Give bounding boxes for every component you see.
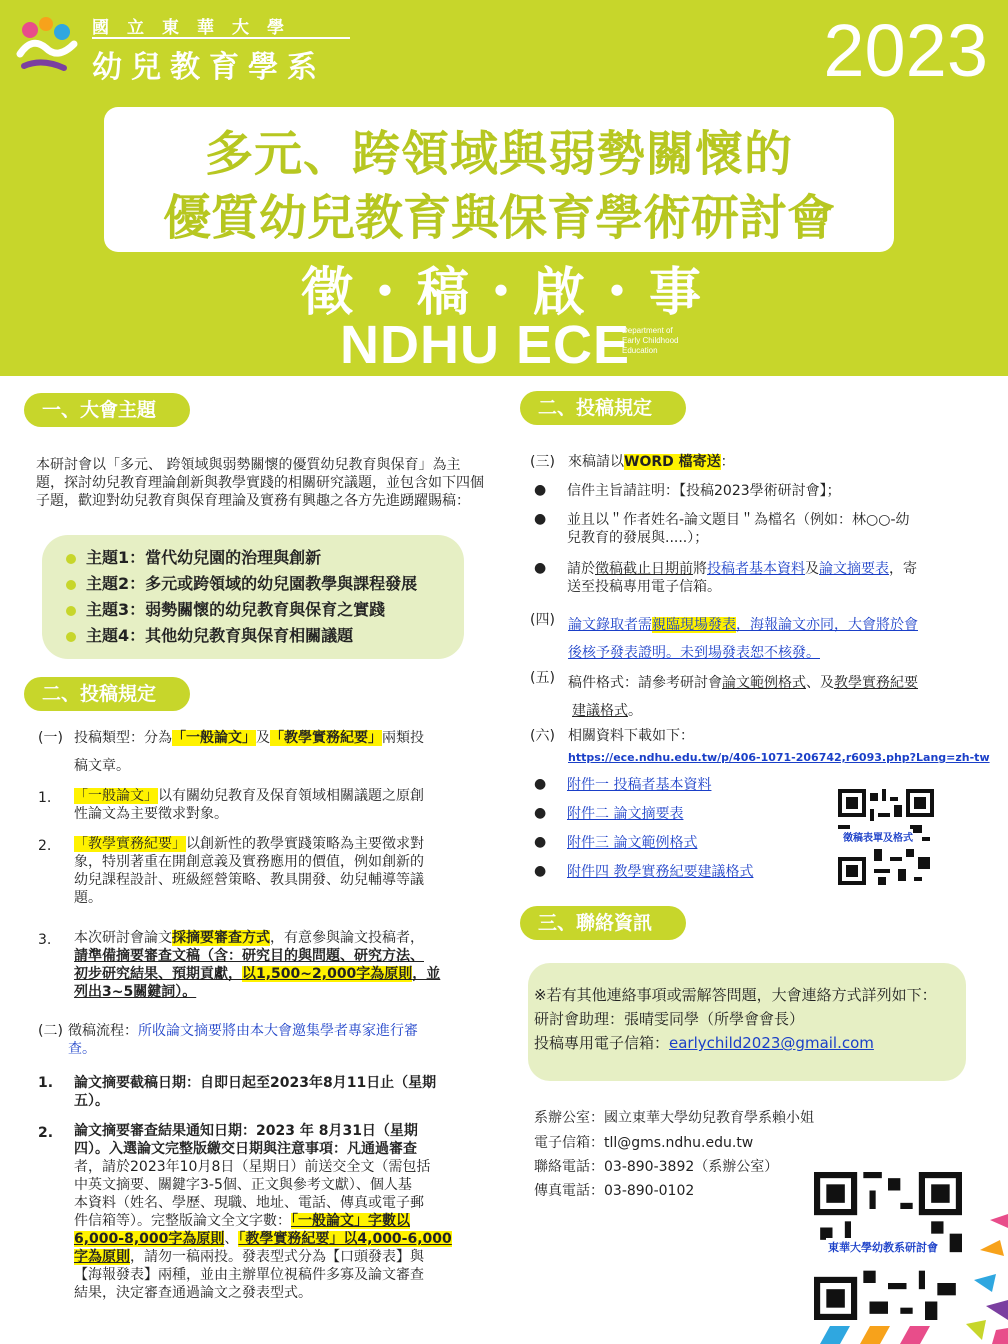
submission-type-line-end: 稿文章。 (74, 758, 130, 774)
contact-assistant: 研討會助理：張晴雯同學（所學會會長） (534, 1010, 805, 1028)
bullet-icon: ● (534, 776, 547, 792)
theme-item: 主題1：當代幼兒園的治理與創新 (66, 545, 321, 568)
bullet-icon: ● (534, 511, 547, 527)
onsite-presentation-note: 論文錄取者需親臨現場發表，海報論文亦同，大會將於會 後核予發表證明。未到場發表恕不核發。 (568, 617, 918, 661)
list-number: 3. (38, 932, 52, 948)
attachment-link-2[interactable]: 附件二 論文摘要表 (567, 806, 684, 822)
office-email: 電子信箱：tll@gms.ndhu.edu.tw (534, 1135, 754, 1151)
list-number: 1. (38, 1075, 54, 1091)
title-line-2: 優質幼兒教育與保育學術研討會 (162, 190, 835, 246)
applicant-info-link[interactable]: 投稿者基本資料 (707, 561, 805, 577)
themes-box (42, 535, 464, 659)
event-year: 2023 (823, 9, 988, 92)
decorative-stripe-icon (820, 1326, 930, 1344)
subject-instruction: 信件主旨請註明：【投稿2023學術研討會】； (567, 483, 841, 499)
section-contact-heading: 三、聯絡資訊 (520, 906, 686, 940)
title-box (104, 107, 894, 252)
office-contact: 系辦公室：國立東華大學幼兒教育學系賴小姐 (534, 1110, 814, 1126)
qr-caption-conference: 東華大學幼教系研討會 (826, 1238, 940, 1256)
word-file-line: 來稿請以WORD 檔寄送： (568, 454, 735, 470)
contact-email-line: 投稿專用電子信箱：earlychild2023@gmail.com (534, 1034, 874, 1052)
theme-item: 主題3：弱勢關懷的幼兒教育與保育之實踐 (66, 597, 385, 620)
abstract-deadline-item: 論文摘要截稿日期：自即日起至2023年8月11日止（星期 五）。 (74, 1075, 437, 1109)
attachment-link-4[interactable]: 附件四 教學實務紀要建議格式 (567, 864, 754, 880)
abstract-form-link[interactable]: 論文摘要表 (819, 561, 889, 577)
intro-paragraph: 本研討會以「多元、 跨領域與弱勢關懷的優質幼兒教育與保育」為主題，探討幼兒教育理論創新與教學實踐的相關研究議題，並包含如下四個子題，歡迎對幼兒教育與保育理論及實務有興趣之各方先進踴躍賜稿： (36, 457, 484, 509)
review-process-line: 徵稿流程：所收論文摘要將由本大會邀集學者專家進行審 查。 (68, 1023, 418, 1057)
bullet-icon (66, 580, 76, 590)
download-label: 相關資料下載如下： (568, 728, 694, 744)
department-logo-icon (12, 14, 82, 76)
abstract-review-item: 本次研討會論文採摘要審查方式，有意參與論文投稿者， 請準備摘要審查文稿（含：研究目的與問題、研究方法、 初步研究結果、預期貢獻，以1,500~2,000字為原則，並 列出3~5關鍵詞）。 (74, 930, 441, 1000)
bullet-icon: ● (534, 805, 547, 821)
qr-caption-forms: 徵稿表單及格式 (843, 829, 913, 844)
bullet-icon (66, 632, 76, 642)
review-result-item: 論文摘要審查結果通知日期：2023 年 8月31日（星期 四）。入選論文完整版繳交日期與注意事項：凡通過審查 者，請於2023年10月8日（星期日）前送交全文（需包括 中英文摘要、關鍵字3-5個、正文與參考文獻）、個人基 本資料（姓名、學歷、現職、地址、電話、傳真或電子郵 件信箱等）。完整版論文全文字數：「一般論文」字數以 6,000-8,000字為原則、「教學實務紀要」以4,000-6,000 字為原則，請勿一稿兩投。發表型式分為【口頭發表】與 【海報發表】兩種，並由主辦單位視稿件多寡及論文審查 結果，決定審查通過論文之發表型式。 (74, 1123, 452, 1301)
bullet-icon: ● (534, 482, 547, 498)
brand-subtitle: Department of Early Childhood Education (622, 326, 679, 355)
brand-wordmark: NDHU ECE (340, 315, 631, 375)
theme-item: 主題2：多元或跨領域的幼兒園教學與課程發展 (66, 571, 417, 594)
bullet-icon: ● (534, 863, 547, 879)
general-paper-item: 「一般論文」以有關幼兒教育及保育領域相關議題之原創 性論文為主要徵求對象。 (74, 788, 424, 822)
list-number: 2. (38, 838, 52, 854)
submission-type-line: 投稿類型：分為「一般論文」及「教學實務紀要」兩類投 (74, 730, 424, 746)
bullet-icon: ● (534, 560, 547, 576)
call-for-papers-heading: 徵・稿・啟・事 (300, 262, 707, 323)
bullet-icon (66, 606, 76, 616)
download-url-link[interactable]: https://ece.ndhu.edu.tw/p/406-1071-206742,r6093.php?Lang=zh-tw (568, 751, 990, 764)
section-submission-heading-right: 二、投稿規定 (520, 391, 686, 425)
list-number: (六) (530, 728, 555, 744)
list-number: (四) (530, 612, 555, 628)
decorative-confetti-icon (930, 1210, 1008, 1344)
bullet-icon (66, 554, 76, 564)
submission-email-link[interactable]: earlychild2023@gmail.com (669, 1034, 874, 1052)
list-number: (一) (38, 730, 63, 746)
send-instruction: 請於徵稿截止日期前將投稿者基本資料及論文摘要表，寄 送至投稿專用電子信箱。 (567, 561, 917, 595)
header-banner (0, 0, 1008, 376)
department-name: 幼兒教育學系 (92, 50, 326, 85)
list-number: (五) (530, 670, 555, 686)
header-divider (92, 37, 350, 39)
section-theme-heading: 一、大會主題 (24, 393, 190, 427)
format-note: 稿件格式：請參考研討會論文範例格式、及教學實務紀要 建議格式。 (568, 675, 918, 719)
list-number: (三) (530, 454, 555, 470)
office-phone: 聯絡電話：03-890-3892（系辦公室） (534, 1159, 779, 1175)
attachment-link-3[interactable]: 附件三 論文範例格式 (567, 835, 698, 851)
list-number: 2. (38, 1125, 54, 1141)
section-submission-heading-left: 二、投稿規定 (24, 677, 190, 711)
teaching-practice-item: 「教學實務紀要」以創新性的教學實踐策略為主要徵求對 象，特別著重在開創意義及實務應用的價值，例如創新的 幼兒課程設計、班級經營策略、教具開發、幼兒輔導等議 題。 (74, 836, 424, 906)
list-number: 1. (38, 790, 52, 806)
office-fax: 傳真電話：03-890-0102 (534, 1183, 695, 1199)
list-number: (二) (38, 1023, 63, 1039)
bullet-icon: ● (534, 834, 547, 850)
contact-intro: ※若有其他連絡事項或需解答問題，大會連絡方式詳列如下： (534, 986, 937, 1004)
university-name: 國立東華大學 (92, 18, 302, 38)
title-line-1: 多元、跨領域與弱勢關懷的 (204, 126, 793, 182)
filename-instruction: 並且以＂作者姓名-論文題目＂為檔名（例如：林○○-幼 兒教育的發展與.....）； (567, 512, 910, 546)
contact-box (528, 963, 966, 1081)
theme-item: 主題4：其他幼兒教育與保育相關議題 (66, 623, 353, 646)
attachment-link-1[interactable]: 附件一 投稿者基本資料 (567, 777, 712, 793)
